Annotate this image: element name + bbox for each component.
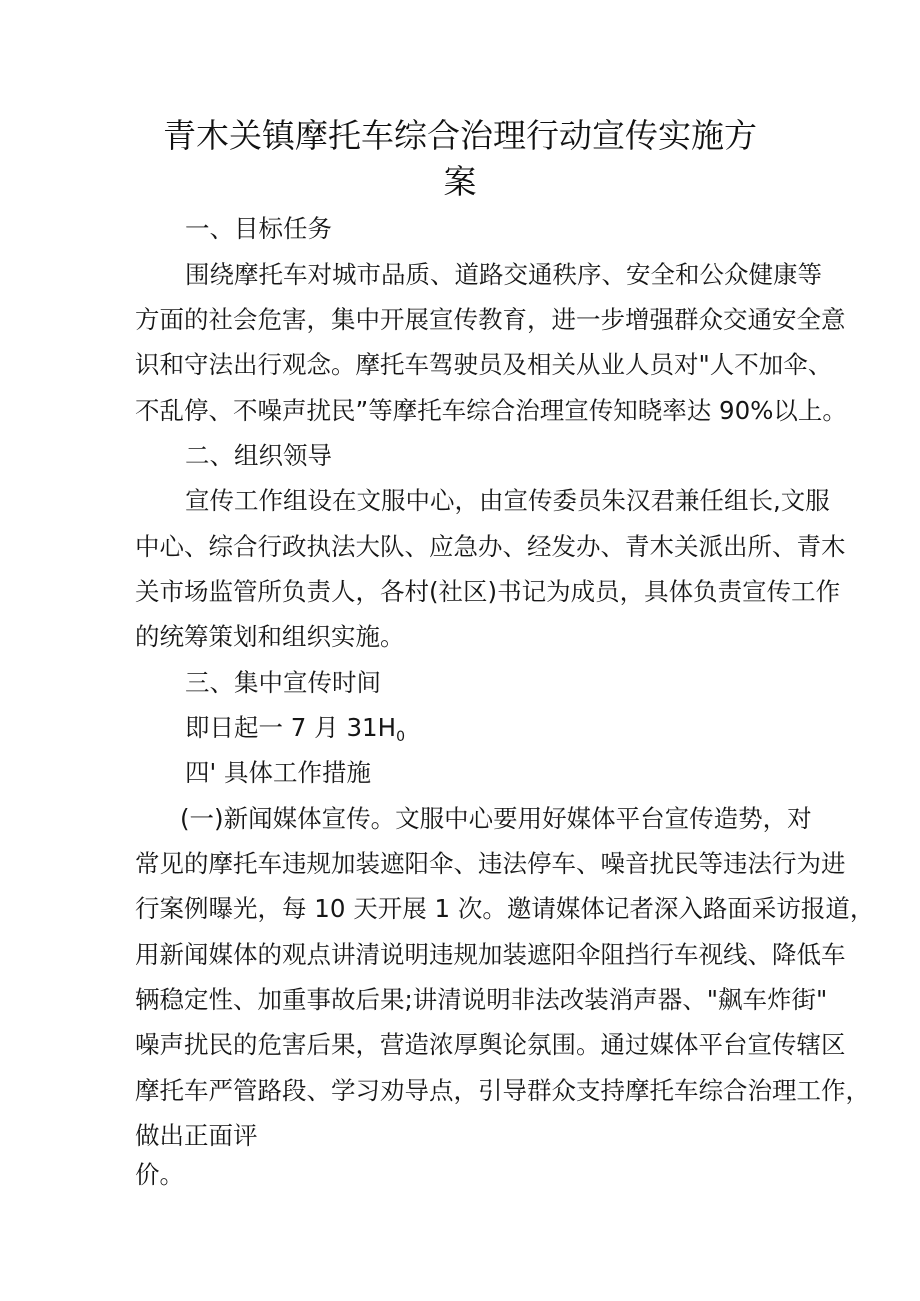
section4-line-3: 行案例曝光，每 10 天开展 1 次。邀请媒体记者深入路面采访报道， bbox=[135, 894, 875, 923]
section1-heading: 一、目标任务 bbox=[185, 214, 332, 243]
section2-line-4: 的统筹策划和组织实施。 bbox=[135, 622, 405, 651]
section2-line-1: 宣传工作组设在文服中心，由宣传委员朱汉君兼任组长,文服 bbox=[185, 486, 830, 515]
section2-line-2: 中心、综合行政执法大队、应急办、经发办、青木关派出所、青木 bbox=[135, 532, 846, 561]
section4-line-4: 用新闻媒体的观点讲清说明违规加装遮阳伞阻挡行车视线、降低车 bbox=[135, 940, 846, 969]
document-title-line2: 案 bbox=[443, 162, 477, 201]
section2-line-3: 关市场监管所负责人，各村(社区)书记为成员，具体负责宣传工作 bbox=[135, 577, 841, 606]
section4-line-7: 摩托车严管路段、学习劝导点，引导群众支持摩托车综合治理工作， bbox=[135, 1076, 870, 1105]
section4-line-8: 做出正面评 bbox=[135, 1121, 258, 1150]
section4-line-5: 辆稳定性、加重事故后果;讲清说明非法改装消声器、"飙车炸街" bbox=[135, 985, 828, 1014]
section2-heading: 二、组织领导 bbox=[185, 441, 332, 470]
section1-line-4: 不乱停、不噪声扰民”等摩托车综合治理宣传知晓率达 90%以上。 bbox=[135, 396, 847, 425]
section3-date-sub: 0 bbox=[396, 729, 405, 745]
section4-line-1: (一)新闻媒体宣传。文服中心要用好媒体平台宣传造势，对 bbox=[180, 804, 812, 833]
section3-date-main: 即日起一 7 月 31H bbox=[185, 713, 397, 742]
section3-date bbox=[185, 713, 405, 752]
section1-line-1: 围绕摩托车对城市品质、道路交通秩序、安全和公众健康等 bbox=[185, 260, 822, 289]
section4-heading: 四' 具体工作措施 bbox=[185, 758, 372, 787]
section1-line-3: 识和守法出行观念。摩托车驾驶员及相关从业人员对"人不加伞、 bbox=[135, 350, 833, 379]
section4-line-6: 噪声扰民的危害后果，营造浓厚舆论氛围。通过媒体平台宣传辖区 bbox=[135, 1030, 846, 1059]
document-title-line1: 青木关镇摩托车综合治理行动宣传实施方 bbox=[163, 116, 757, 155]
section1-line-2: 方面的社会危害，集中开展宣传教育，进一步增强群众交通安全意 bbox=[135, 305, 846, 334]
section4-line-2: 常见的摩托车违规加装遮阳伞、违法停车、噪音扰民等违法行为进 bbox=[135, 849, 846, 878]
section3-heading: 三、集中宣传时间 bbox=[185, 668, 381, 697]
section4-line-9: 价。 bbox=[135, 1160, 184, 1189]
